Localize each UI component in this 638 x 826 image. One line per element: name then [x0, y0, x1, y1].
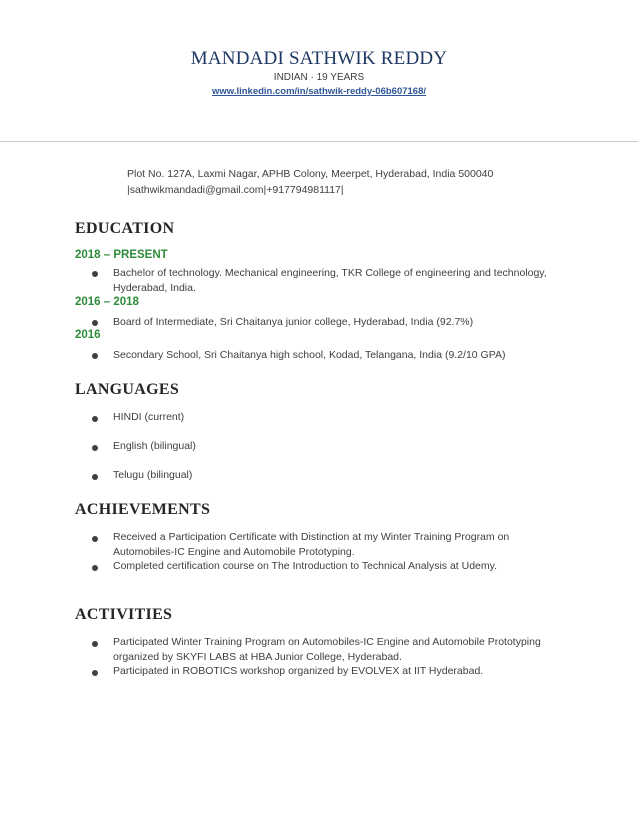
- achievement-item: [113, 530, 563, 560]
- language-item: HINDI (current): [113, 411, 185, 423]
- languages-heading: LANGUAGES: [75, 381, 180, 398]
- achievement-line: Completed certification course on The Introduction to Technical Analysis at Udemy.: [113, 560, 498, 572]
- bullet-icon: [92, 536, 98, 542]
- education-line: Board of Intermediate, Sri Chaitanya junior college, Hyderabad, India (92.7%): [113, 316, 474, 328]
- bullet-icon: [92, 445, 98, 451]
- header-divider: [0, 141, 638, 142]
- achievement-item: [113, 559, 563, 574]
- bullet-icon: [92, 474, 98, 480]
- activities-heading: ACTIVITIES: [75, 606, 173, 623]
- education-date: 2016: [75, 329, 101, 341]
- bullet-icon: [92, 416, 98, 422]
- education-heading: EDUCATION: [75, 220, 175, 237]
- linkedin-link[interactable]: www.linkedin.com/in/sathwik-reddy-06b607168/: [212, 86, 426, 97]
- bullet-icon: [92, 271, 98, 277]
- contact-email-phone: |sathwikmandadi@gmail.com|+917794981117|: [127, 184, 344, 196]
- education-item: [113, 266, 563, 296]
- contact-block: [127, 166, 493, 198]
- bullet-icon: [92, 565, 98, 571]
- language-item: Telugu (bilingual): [113, 469, 193, 481]
- achievement-line: Automobiles-IC Engine and Automobile Prototyping.: [113, 546, 355, 558]
- bullet-icon: [92, 670, 98, 676]
- bullet-icon: [92, 320, 98, 326]
- education-line: Bachelor of technology. Mechanical engineering, TKR College of engineering and technology,: [113, 267, 547, 279]
- candidate-name: MANDADI SATHWIK REDDY: [190, 48, 448, 69]
- achievement-line: Received a Participation Certificate with Distinction at my Winter Training Program on: [113, 531, 510, 543]
- activity-item: [113, 664, 563, 679]
- language-item: English (bilingual): [113, 440, 196, 452]
- education-date: 2016 – 2018: [75, 296, 139, 308]
- nationality-age: INDIAN · 19 YEARS: [273, 72, 365, 83]
- bullet-icon: [92, 353, 98, 359]
- bullet-icon: [92, 641, 98, 647]
- contact-address: Plot No. 127A, Laxmi Nagar, APHB Colony, Meerpet, Hyderabad, India 500040: [127, 168, 494, 180]
- education-line: Hyderabad, India.: [113, 282, 196, 294]
- education-item: [113, 348, 563, 363]
- resume-header: [0, 48, 638, 98]
- education-date: 2018 – PRESENT: [75, 249, 168, 261]
- activity-line: Participated in ROBOTICS workshop organized by EVOLVEX at IIT Hyderabad.: [113, 665, 484, 677]
- activity-item: [113, 635, 563, 665]
- education-line: Secondary School, Sri Chaitanya high school, Kodad, Telangana, India (9.2/10 GPA): [113, 349, 506, 361]
- achievements-heading: ACHIEVEMENTS: [75, 501, 211, 518]
- activity-line: Participated Winter Training Program on Automobiles-IC Engine and Automobile Prototyping: [113, 636, 541, 648]
- education-item: [113, 315, 563, 330]
- activity-line: organized by SKYFI LABS at HBA Junior College, Hyderabad.: [113, 651, 402, 663]
